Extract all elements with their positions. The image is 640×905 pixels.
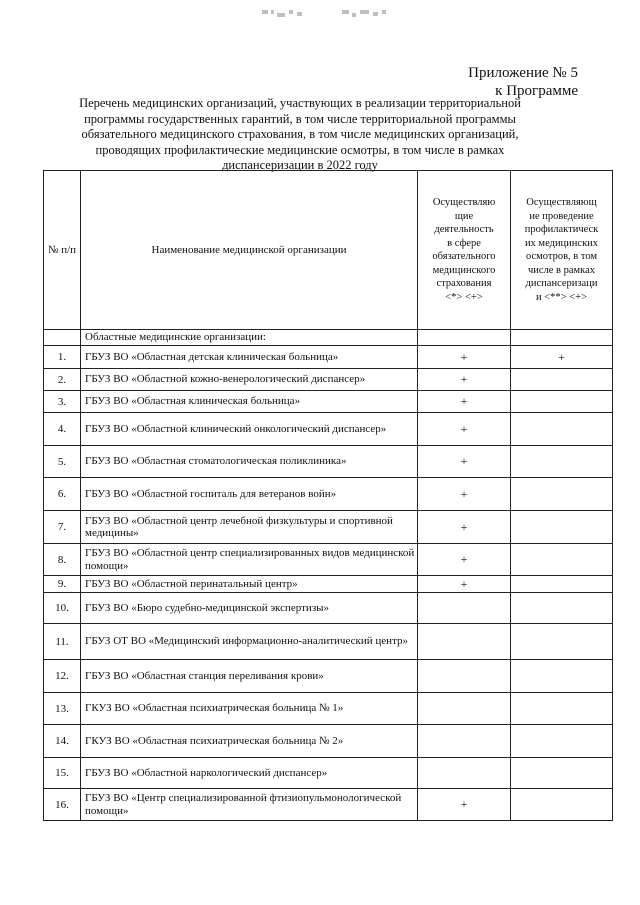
table-row: 10. ГБУЗ ВО «Бюро судебно-медицинской экспертизы»	[44, 593, 613, 624]
col-name-header: Наименование медицинской организации	[81, 171, 418, 330]
table-row: 11. ГБУЗ ОТ ВО «Медицинский информационно-аналитический центр»	[44, 624, 613, 660]
title-line: Перечень медицинских организаций, участвующих в реализации территориальной	[79, 96, 521, 110]
table-row: 16. ГБУЗ ВО «Центр специализированной фтизиопульмонологической помощи» +	[44, 789, 613, 821]
table-row: 1. ГБУЗ ВО «Областная детская клиническая больница» + +	[44, 346, 613, 369]
scan-noise	[262, 10, 392, 20]
table-row: 6. ГБУЗ ВО «Областной госпиталь для ветеранов войн» +	[44, 478, 613, 511]
table-row: 3. ГБУЗ ВО «Областная клиническая больница» +	[44, 391, 613, 413]
document-title	[60, 96, 540, 174]
table-row: 4. ГБУЗ ВО «Областной клинический онкологический диспансер» +	[44, 413, 613, 446]
title-line: диспансеризации в 2022 году	[222, 158, 378, 172]
section-title: Областные медицинские организации:	[81, 330, 418, 346]
organizations-table	[43, 170, 613, 821]
col-oms-header: Осуществляю щие деятельность в сфере обязательного медицинского страхования <*> <+>	[418, 171, 511, 330]
title-line: программы государственных гарантий, в том числе территориальной программы	[84, 111, 516, 126]
title-line: обязательного медицинского страхования, в том числе медицинских организаций,	[81, 127, 519, 141]
table-row: 15. ГБУЗ ВО «Областной наркологический диспансер»	[44, 758, 613, 789]
table-row: 13. ГКУЗ ВО «Областная психиатрическая больница № 1»	[44, 693, 613, 725]
col-number-header: № п/п	[44, 171, 81, 330]
table-row: 9. ГБУЗ ВО «Областной перинатальный центр» +	[44, 576, 613, 593]
table-row: 12. ГБУЗ ВО «Областная станция переливания крови»	[44, 660, 613, 693]
title-line: проводящих профилактические медицинские осмотры, в том числе в рамках	[95, 142, 505, 157]
table-row: 5. ГБУЗ ВО «Областная стоматологическая поликлиника» +	[44, 446, 613, 478]
annex-number: Приложение № 5	[468, 65, 578, 81]
table-row: 8. ГБУЗ ВО «Областной центр специализированных видов медицинской помощи» +	[44, 544, 613, 576]
document-header	[468, 64, 578, 100]
table-header-row	[44, 171, 613, 330]
table-row: 2. ГБУЗ ВО «Областной кожно-венерологический диспансер» +	[44, 369, 613, 391]
annex-program: к Программе	[495, 83, 578, 99]
table-row: 14. ГКУЗ ВО «Областная психиатрическая больница № 2»	[44, 725, 613, 758]
table-row: 7. ГБУЗ ВО «Областной центр лечебной физкультуры и спортивной медицины» +	[44, 511, 613, 544]
section-row	[44, 330, 613, 346]
col-prof-header: Осуществляющ ие проведение профилактическ их медицинских осмотров, в том числе в рамках диспансеризаци и <**> <+>	[511, 171, 613, 330]
